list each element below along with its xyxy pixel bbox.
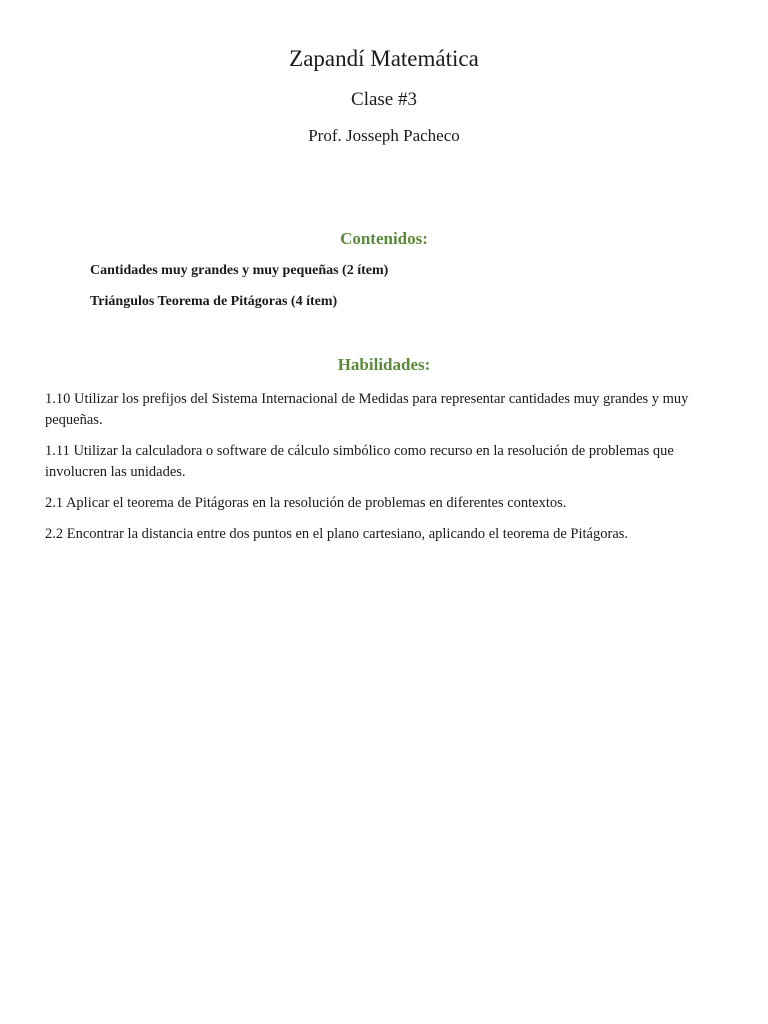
teacher-name: Prof. Josseph Pacheco xyxy=(308,126,460,145)
class-number: Clase #3 xyxy=(351,89,417,110)
skills-heading: Habilidades: xyxy=(337,355,431,374)
skill-item: 1.10 Utilizar los prefijos del Sistema Internacional de Medidas para representar cantidades muy grandes y muy pequeñas. xyxy=(45,391,689,428)
contents-heading: Contenidos: xyxy=(340,229,428,248)
skill-item: 2.2 Encontrar la distancia entre dos puntos en el plano cartesiano, aplicando el teorema de Pitágoras. xyxy=(45,526,629,542)
skill-item: 2.1 Aplicar el teorema de Pitágoras en la resolución de problemas en diferentes contextos. xyxy=(45,495,567,511)
content-item: Triángulos Teorema de Pitágoras (4 ítem) xyxy=(90,294,338,309)
content-item: Cantidades muy grandes y muy pequeñas (2 ítem) xyxy=(90,263,389,278)
document-title: Zapandí Matemática xyxy=(289,46,479,71)
skill-item: 1.11 Utilizar la calculadora o software de cálculo simbólico como recurso en la resolución de problemas que involucren las unidades. xyxy=(45,443,674,480)
skills-list xyxy=(45,389,735,555)
